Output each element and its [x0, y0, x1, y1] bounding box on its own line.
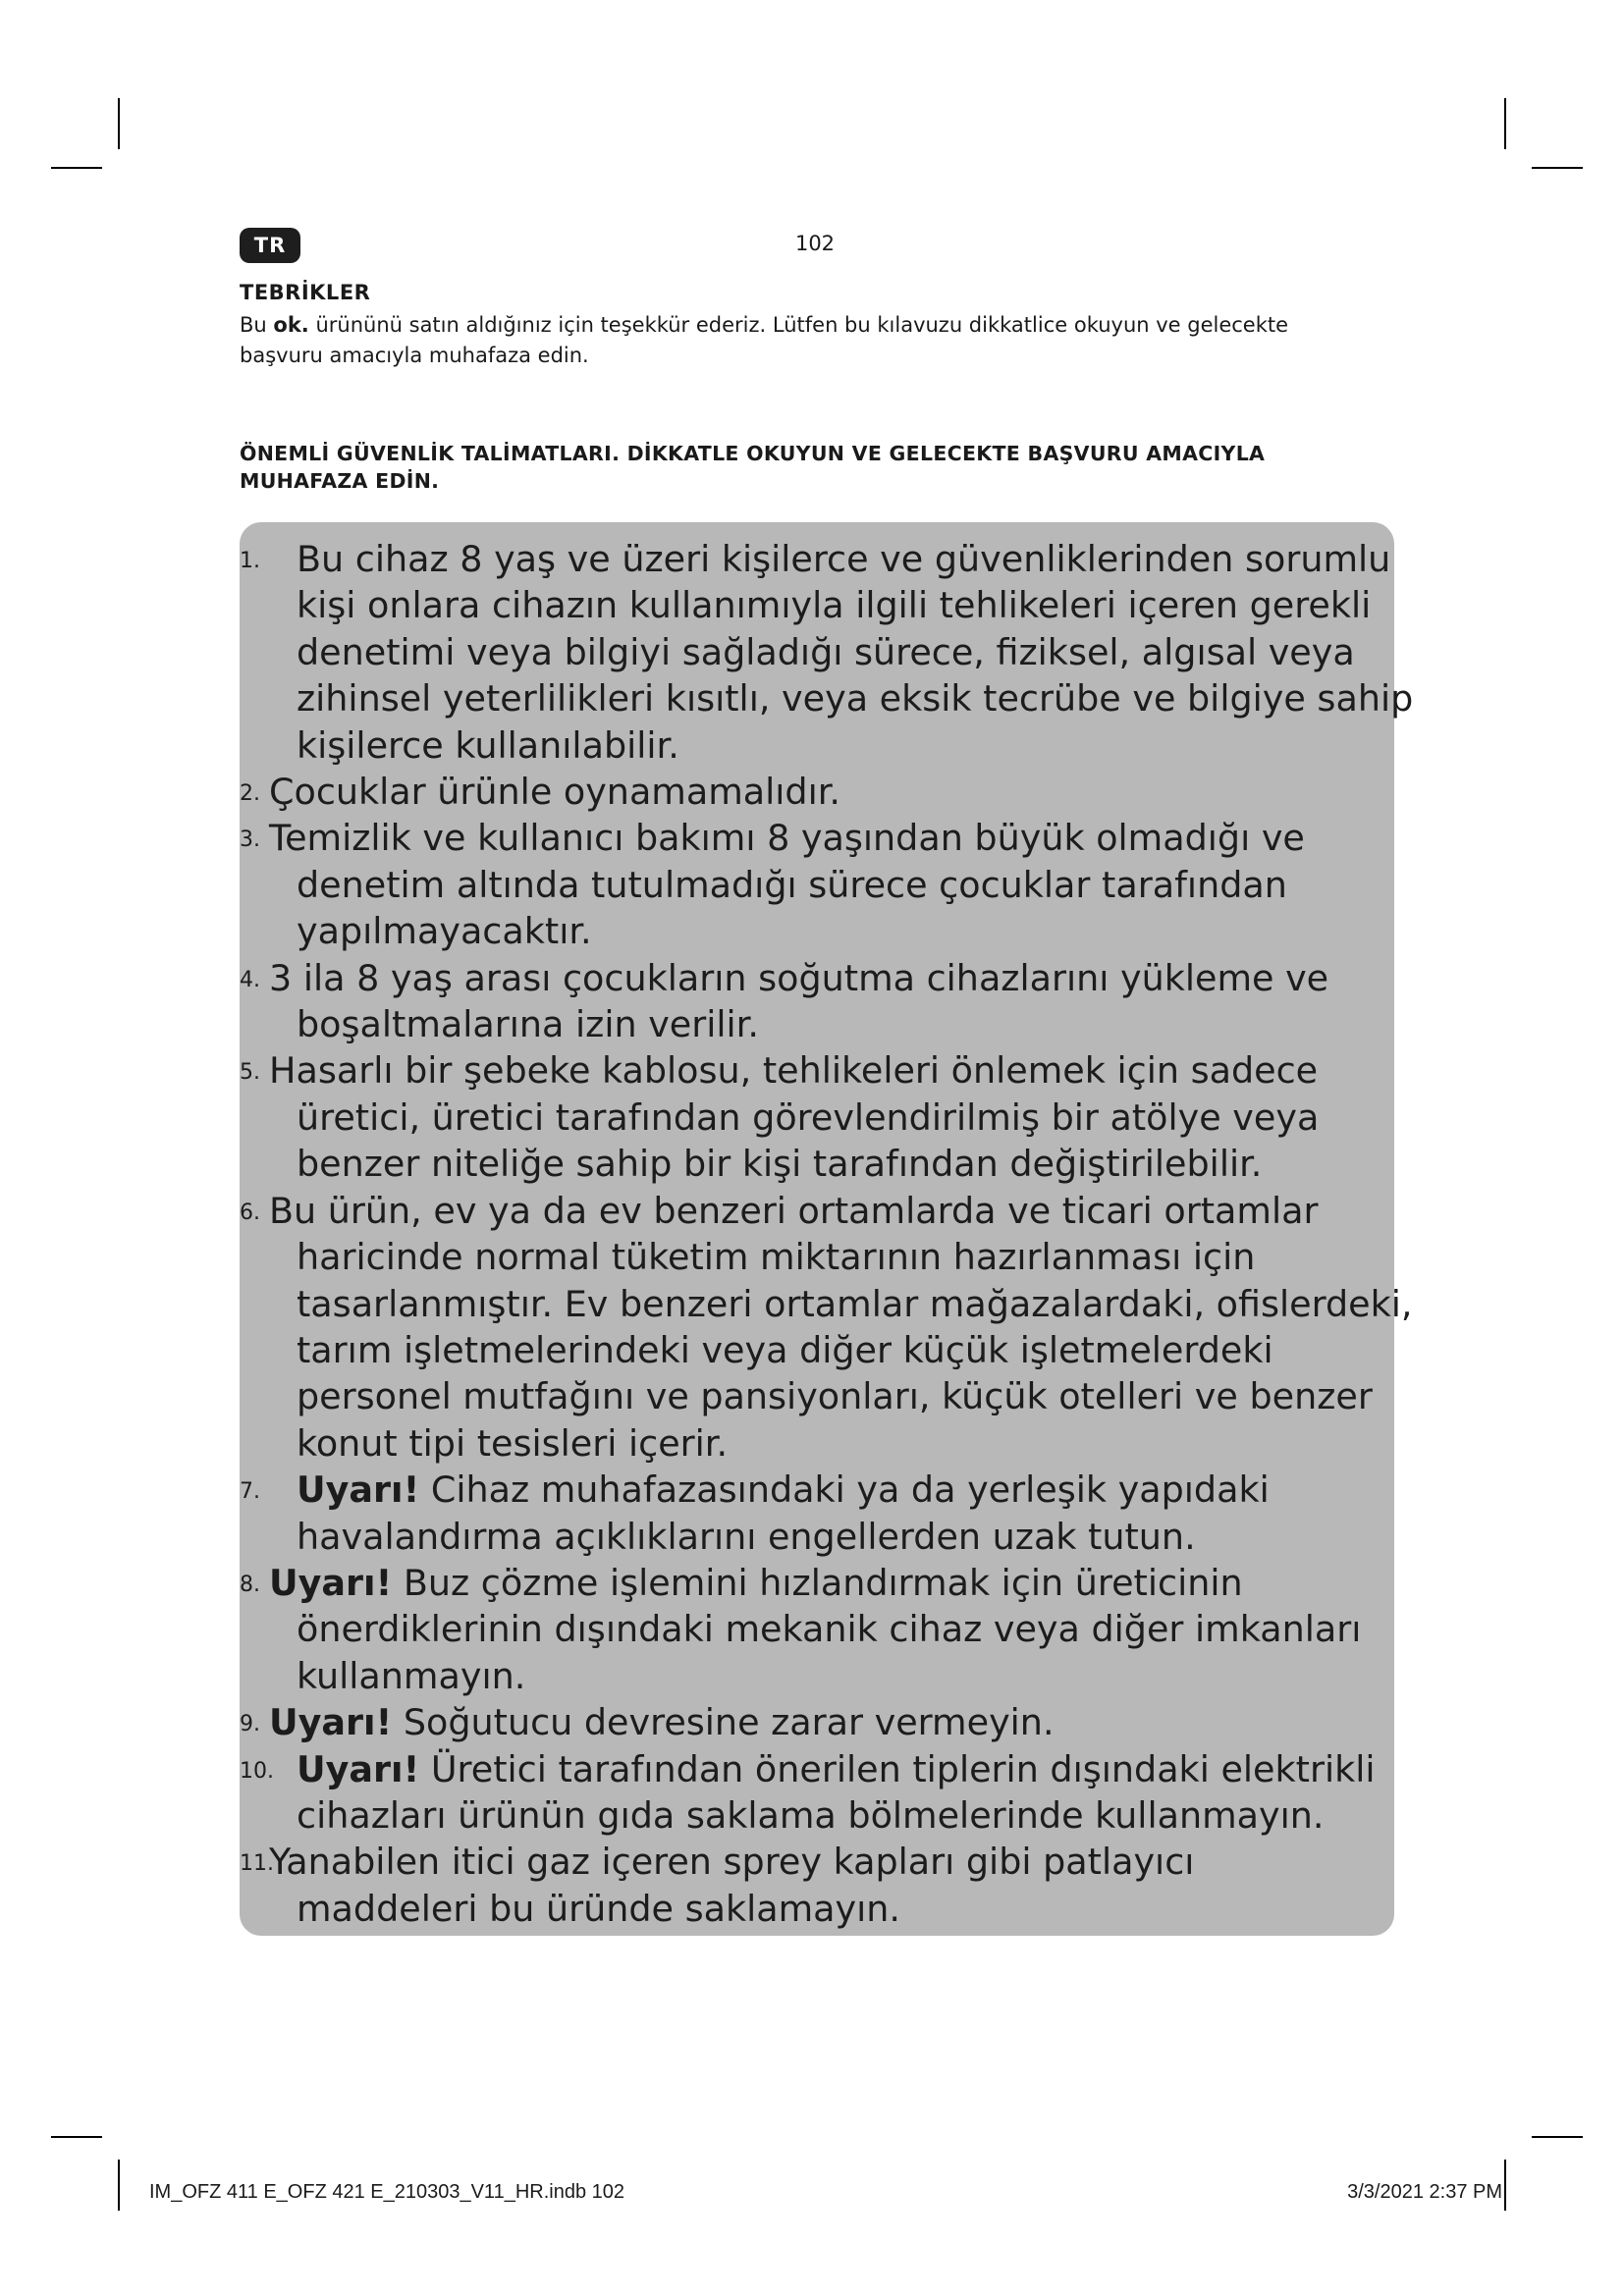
safety-list — [240, 536, 1414, 1932]
safety-item-text: Çocuklar ürünle oynamamalıdır. — [269, 771, 841, 814]
safety-item-text: personel mutfağını ve pansiyonları, küçük otelleri ve benzer — [297, 1375, 1373, 1418]
safety-item-number: 2. — [240, 781, 260, 807]
safety-item-text: kişilerce kullanılabilir. — [297, 723, 679, 767]
safety-item-line — [297, 1792, 1375, 1839]
safety-item-number: 5. — [240, 1060, 260, 1086]
safety-item-text: Cihaz muhafazasındaki ya da yerleşik yapıdaki — [419, 1468, 1270, 1512]
safety-item-line — [297, 1514, 1375, 1560]
warning-label: Uyarı! — [297, 1747, 420, 1790]
crop-mark-top-right — [1532, 167, 1583, 169]
safety-item — [240, 1467, 1375, 1560]
page-number: 102 — [794, 232, 836, 255]
safety-item-text: Buz çözme işlemini hızlandırmak için üreticinin — [392, 1561, 1243, 1604]
safety-item-text: önerdiklerinin dışındaki mekanik cihaz veya diğer imkanları — [297, 1608, 1362, 1651]
safety-item-text: Temizlik ve kullanıcı bakımı 8 yaşından büyük olmadığı ve — [269, 817, 1305, 860]
safety-item-text: tasarlanmıştır. Ev benzeri ortamlar mağazalardaki, ofislerdeki, — [297, 1282, 1413, 1325]
safety-item-text: zihinsel yeterlilikleri kısıtlı, veya eksik tecrübe ve bilgiye sahip — [297, 677, 1414, 721]
safety-item-line — [297, 1746, 1375, 1792]
intro-text — [240, 310, 1379, 371]
safety-item-text: boşaltmalarına izin verilir. — [297, 1003, 759, 1046]
safety-item-text: denetimi veya bilgiyi sağladığı sürece, fiziksel, algısal veya — [297, 630, 1355, 673]
safety-item-text: denetim altında tutulmadığı sürece çocuklar tarafından — [297, 863, 1287, 906]
crop-mark-top-left — [118, 98, 120, 149]
safety-item-line — [269, 1047, 1375, 1094]
intro-line-1 — [240, 310, 1379, 341]
safety-item-line — [297, 722, 1375, 769]
safety-item-line — [297, 675, 1414, 721]
safety-item-number: 10. — [240, 1758, 274, 1784]
safety-item-text: kişi onlara cihazın kullanımıyla ilgili tehlikeleri içeren gerekli — [297, 584, 1372, 627]
safety-item-number: 4. — [240, 967, 260, 992]
footer-file-name: IM_OFZ 411 E_OFZ 421 E_210303_V11_HR.indb 102 — [149, 2181, 624, 2203]
intro-line-2: başvuru amacıyla muhafaza edin. — [240, 344, 589, 367]
safety-item — [240, 769, 1375, 815]
safety-item — [240, 1560, 1375, 1699]
safety-item-line — [297, 1467, 1375, 1513]
safety-item-line — [269, 1560, 1375, 1606]
footer-date-time: 3/3/2021 2:37 PM — [1347, 2181, 1502, 2203]
safety-item-line — [297, 862, 1375, 908]
crop-mark-bottom-left — [51, 2136, 102, 2138]
safety-item-line — [297, 1095, 1375, 1141]
intro-title: TEBRİKLER — [240, 281, 371, 304]
safety-item — [240, 1746, 1375, 1840]
safety-item-text: Üretici tarafından önerilen tiplerin dışındaki elektrikli — [419, 1747, 1376, 1790]
safety-item-text: konut tipi tesisleri içerir. — [297, 1421, 729, 1465]
safety-item-number: 7. — [240, 1479, 260, 1505]
safety-item-text: Bu ürün, ev ya da ev benzeri ortamlarda ve ticari ortamlar — [269, 1189, 1319, 1232]
safety-item — [240, 536, 1414, 769]
safety-item — [240, 815, 1375, 954]
safety-item-number: 6. — [240, 1200, 260, 1225]
safety-heading-line-1: ÖNEMLİ GÜVENLİK TALİMATLARI. DİKKATLE OKUYUN VE GELECEKTE BAŞVURU AMACIYLA — [240, 442, 1266, 465]
crop-mark-bottom-right — [1504, 2160, 1506, 2211]
safety-instructions-box — [240, 522, 1414, 1936]
safety-item-text: benzer niteliğe sahip bir kişi tarafından değiştirilebilir. — [297, 1143, 1263, 1186]
safety-item-text: 3 ila 8 yaş arası çocukların soğutma cihazlarını yükleme ve — [269, 956, 1329, 999]
safety-item-line — [297, 1886, 1375, 1932]
safety-item-text: yapılmayacaktır. — [297, 910, 592, 953]
safety-item — [240, 1699, 1375, 1745]
safety-item-line — [297, 1420, 1375, 1467]
safety-item — [240, 955, 1375, 1048]
crop-mark-bottom-left — [118, 2160, 120, 2211]
safety-item-text: Bu cihaz 8 yaş ve üzeri kişilerce ve güvenliklerinden sorumlu — [297, 538, 1391, 580]
crop-mark-top-right — [1504, 98, 1506, 149]
safety-item-line — [297, 582, 1375, 628]
crop-mark-top-left — [51, 167, 102, 169]
warning-label: Uyarı! — [297, 1468, 420, 1512]
intro-prefix: Bu — [240, 313, 274, 337]
safety-item — [240, 1047, 1375, 1187]
safety-item-line — [297, 1653, 1375, 1699]
language-badge: TR — [240, 228, 300, 263]
safety-item-text: tarım işletmelerindeki veya diğer küçük işletmelerdeki — [297, 1328, 1273, 1371]
safety-item — [240, 1839, 1375, 1932]
safety-item-line — [269, 769, 1375, 815]
safety-item-line — [297, 1606, 1375, 1652]
safety-item-line — [297, 1281, 1413, 1327]
safety-item-line — [297, 1001, 1375, 1047]
safety-item-line — [269, 1188, 1375, 1234]
safety-item-line — [297, 1373, 1375, 1419]
safety-item-number: 8. — [240, 1572, 260, 1597]
safety-item-line — [297, 536, 1391, 582]
safety-item-line — [269, 955, 1375, 1001]
safety-item-line — [269, 815, 1375, 861]
safety-item-number: 9. — [240, 1712, 260, 1737]
safety-item-number: 3. — [240, 828, 260, 853]
crop-mark-bottom-right — [1532, 2136, 1583, 2138]
safety-item-text: havalandırma açıklıklarını engellerden uzak tutun. — [297, 1515, 1196, 1558]
intro-line-1-rest: ürününü satın aldığınız için teşekkür ederiz. Lütfen bu kılavuzu dikkatlice okuyun ve gelecekte — [308, 313, 1289, 337]
safety-item-text: cihazları ürünün gıda saklama bölmelerinde kullanmayın. — [297, 1793, 1325, 1837]
safety-item-line — [297, 629, 1375, 675]
safety-item — [240, 1188, 1413, 1467]
safety-item-text: maddeleri bu üründe saklamayın. — [297, 1887, 901, 1930]
safety-item-line — [269, 1839, 1375, 1885]
brand-name: ok. — [273, 313, 309, 337]
safety-item-text: Hasarlı bir şebeke kablosu, tehlikeleri önlemek için sadece — [269, 1049, 1319, 1093]
safety-item-text: üretici, üretici tarafından görevlendirilmiş bir atölye veya — [297, 1095, 1320, 1139]
safety-item-text: Yanabilen itici gaz içeren sprey kapları gibi patlayıcı — [269, 1841, 1195, 1884]
safety-item-line — [297, 1141, 1375, 1187]
safety-item-line — [297, 1234, 1375, 1280]
safety-item-number: 11. — [240, 1851, 274, 1877]
safety-item-line — [297, 1327, 1375, 1373]
safety-item-line — [269, 1699, 1375, 1745]
safety-heading — [240, 440, 1388, 495]
safety-item-number: 1. — [240, 549, 260, 573]
safety-item-text: kullanmayın. — [297, 1654, 526, 1697]
warning-label: Uyarı! — [269, 1561, 393, 1604]
safety-item-text: Soğutucu devresine zarar vermeyin. — [392, 1701, 1055, 1744]
warning-label: Uyarı! — [269, 1701, 393, 1744]
safety-item-text: haricinde normal tüketim miktarının hazırlanması için — [297, 1236, 1256, 1279]
safety-heading-line-2: MUHAFAZA EDİN. — [240, 469, 440, 493]
safety-item-line — [297, 908, 1375, 954]
